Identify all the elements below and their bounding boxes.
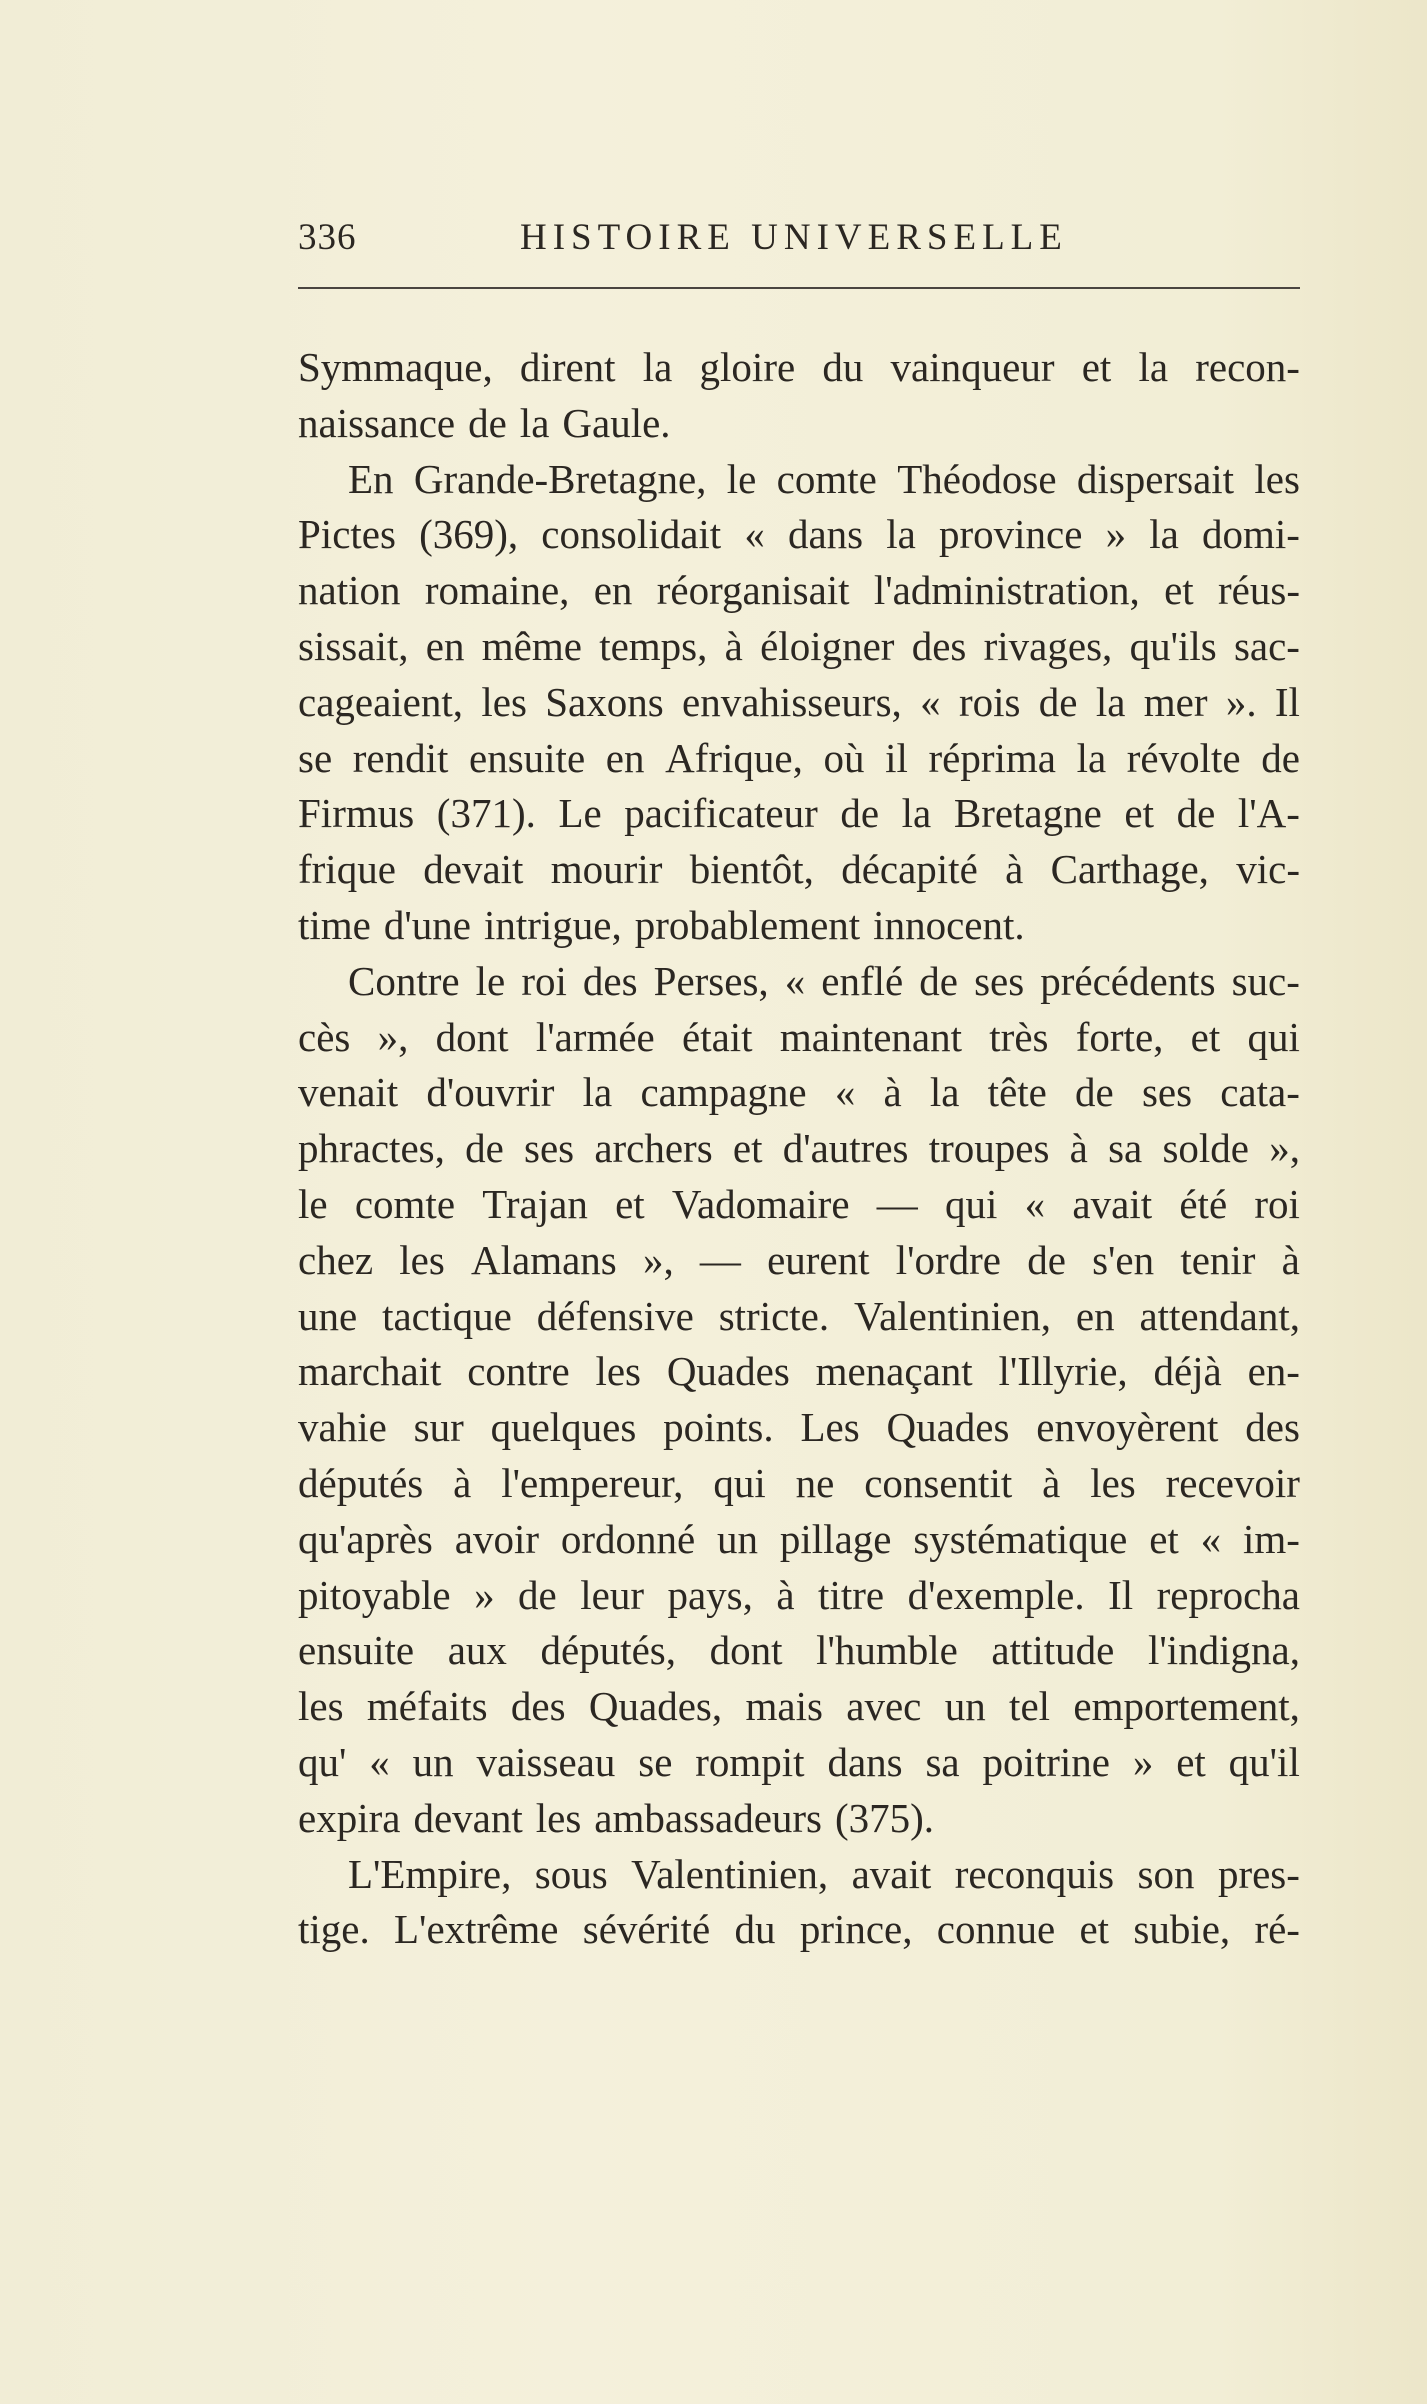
page-header xyxy=(298,216,1300,272)
text-line: qu' « un vaisseau se rompit dans sa poitrine » et qu'il xyxy=(298,1738,1300,1785)
running-title: HISTOIRE UNIVERSELLE xyxy=(520,217,1068,258)
text-line: chez les Alamans », — eurent l'ordre de s'en tenir à xyxy=(298,1236,1300,1283)
text-line: le comte Trajan et Vadomaire — qui « avait été roi xyxy=(298,1180,1300,1227)
text-line: Firmus (371). Le pacificateur de la Bretagne et de l'A- xyxy=(298,790,1300,837)
text-line: se rendit ensuite en Afrique, où il réprima la révolte de xyxy=(298,734,1300,781)
text-line: sissait, en même temps, à éloigner des rivages, qu'ils sac- xyxy=(298,622,1300,669)
text-line: time d'une intrigue, probablement innocent. xyxy=(298,901,1025,948)
text-line: Contre le roi des Perses, « enflé de ses précédents suc- xyxy=(348,957,1300,1004)
text-line: Symmaque, dirent la gloire du vainqueur et la recon- xyxy=(298,344,1300,390)
text-line: cès », dont l'armée était maintenant très forte, et qui xyxy=(298,1013,1300,1060)
text-line: Pictes (369), consolidait « dans la province » la domi- xyxy=(298,511,1300,558)
text-line: députés à l'empereur, qui ne consentit à les recevoir xyxy=(298,1459,1300,1506)
text-line: expira devant les ambassadeurs (375). xyxy=(298,1794,935,1841)
text-line: nation romaine, en réorganisait l'administration, et réus- xyxy=(298,567,1300,614)
text-line: les méfaits des Quades, mais avec un tel emportement, xyxy=(298,1683,1300,1730)
text-line: vahie sur quelques points. Les Quades envoyèrent des xyxy=(298,1404,1300,1451)
text-line: naissance de la Gaule. xyxy=(298,399,671,446)
text-line: phractes, de ses archers et d'autres troupes à sa solde », xyxy=(298,1125,1300,1172)
text-line: une tactique défensive stricte. Valentinien, en attendant, xyxy=(298,1292,1300,1339)
text-line: En Grande-Bretagne, le comte Théodose dispersait les xyxy=(348,455,1300,502)
text-line: frique devait mourir bientôt, décapité à Carthage, vic- xyxy=(298,846,1300,893)
text-line: venait d'ouvrir la campagne « à la tête de ses cata- xyxy=(298,1069,1300,1116)
text-line: tige. L'extrême sévérité du prince, connue et subie, ré- xyxy=(298,1906,1300,1953)
text-line: qu'après avoir ordonné un pillage systématique et « im- xyxy=(298,1515,1300,1562)
body-text xyxy=(298,340,1300,1958)
text-line: pitoyable » de leur pays, à titre d'exemple. Il reprocha xyxy=(298,1571,1300,1618)
header-rule xyxy=(298,287,1300,289)
text-line: marchait contre les Quades menaçant l'Illyrie, déjà en- xyxy=(298,1348,1300,1395)
page-number: 336 xyxy=(298,217,357,258)
text-line: L'Empire, sous Valentinien, avait reconquis son pres- xyxy=(348,1850,1300,1897)
text-line: cageaient, les Saxons envahisseurs, « rois de la mer ». Il xyxy=(298,678,1300,725)
text-line: ensuite aux députés, dont l'humble attitude l'indigna, xyxy=(298,1627,1300,1674)
